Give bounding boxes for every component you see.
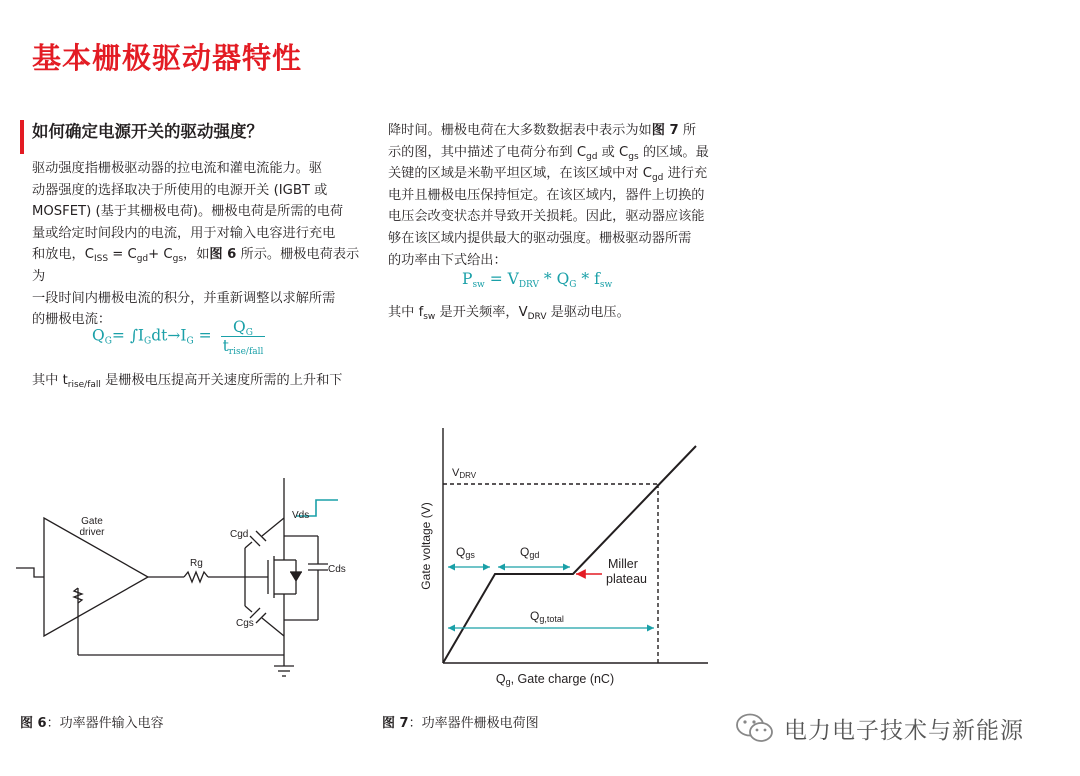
- figure-ref: 图 6: [209, 247, 237, 263]
- cgs-label: Cgs: [236, 618, 254, 629]
- section-accent-bar: [20, 120, 24, 154]
- text-line: 电压会改变状态并导致开关损耗。因此，驱动器应该能: [388, 209, 705, 225]
- qtotal-label: Qg,total: [530, 609, 564, 624]
- vds-label: Vds: [292, 510, 310, 521]
- text-line: 的功率由下式给出：: [388, 252, 507, 268]
- text-line: 其中 $f_{sw}$ 是开关频率，$V_{DRV}$ 是驱动电压。: [388, 305, 630, 322]
- figure-6-caption: 图 6：功率器件输入电容: [20, 716, 164, 731]
- watermark: [734, 706, 1024, 750]
- figure-6-circuit: [0, 460, 370, 690]
- left-paragraph-continued: [32, 370, 372, 392]
- miller-label-2: plateau: [606, 572, 648, 586]
- text-line: 的栅极电流：: [32, 312, 112, 328]
- input-step-waveform: [16, 568, 44, 577]
- gate-driver-label-2: driver: [79, 527, 105, 538]
- equation-fraction: $\frac{Q_G}{t_{rise/fall}}$: [222, 318, 264, 357]
- text-line: 降时间。栅极电荷在大多数数据表中表示为如图 7 所: [388, 123, 697, 138]
- cds-label: Cds: [328, 564, 346, 575]
- wechat-icon: [734, 711, 776, 745]
- rg-label: Rg: [190, 558, 203, 569]
- text-line: 其中 $t_{rise/fall}$ 是栅极电压提高开关速度所需的上升和下: [32, 373, 343, 390]
- text-line: 一段时间内栅极电流的积分，并重新调整以求解所需: [32, 290, 336, 306]
- text-line: 电并且栅极电压保持恒定。在该区域内，器件上切换的: [388, 187, 705, 203]
- right-paragraph-continued: [388, 302, 728, 324]
- text-line: 驱动强度指栅极驱动器的拉电流和灌电流能力。驱: [32, 161, 323, 176]
- right-paragraph: [388, 120, 728, 271]
- text-line: 示的图，其中描述了电荷分布到 $C_{gd}$ 或 $C_{gs}$ 的区域。最: [388, 144, 709, 162]
- figure-7-caption: 图 7：功率器件栅极电荷图: [382, 716, 539, 731]
- text-line: 关键的区域是米勒平坦区域，在该区域中对 $C_{gd}$ 进行充: [388, 166, 708, 184]
- figure-7-gate-charge: [380, 420, 720, 695]
- vdrv-label: VDRV: [452, 467, 477, 480]
- rg-resistor: [184, 572, 208, 582]
- qgs-label: Qgs: [456, 545, 475, 560]
- y-axis-label: Gate voltage (V): [419, 502, 433, 590]
- page-title: 基本栅极驱动器特性: [32, 41, 303, 75]
- section-heading-text: 如何确定电源开关的驱动强度？: [32, 122, 263, 141]
- text-line: MOSFET) (基于其栅极电荷)。栅极电荷是所需的电荷: [32, 204, 344, 220]
- text-line: 和放电，$C_{ISS} = C_{gd}+ C_{gs}$，如图 6 所示。栅极电荷表示为: [32, 247, 360, 284]
- miller-label-1: Miller: [608, 557, 638, 571]
- text-line: 量或给定时间段内的电流，用于对输入电容进行充电: [32, 225, 336, 241]
- gate-driver-label-1: Gate: [81, 516, 103, 527]
- watermark-text: 电力电子技术与新能源: [784, 717, 1024, 744]
- text-line: 够在该区域内提供最大的驱动强度。栅极驱动器所需: [388, 230, 692, 246]
- equation-drive-power: $P_{sw} = V_{DRV} * Q_G * f_{sw}$: [462, 270, 613, 290]
- figure-ref: 图 7: [651, 123, 679, 138]
- left-paragraph: [32, 158, 372, 331]
- equation-gate-current: $Q_G= \int I_Gdt\to I_G$ = $\frac{Q_G}{t_{rise/fall}}$: [92, 318, 264, 357]
- cgd-label: Cgd: [230, 529, 249, 540]
- x-axis-label: Qg, Gate charge (nC): [495, 672, 615, 687]
- qgd-label: Qgd: [520, 545, 540, 560]
- text-line: 动器强度的选择取决于所使用的电源开关 (IGBT 或: [32, 182, 328, 198]
- section-heading: [20, 118, 360, 152]
